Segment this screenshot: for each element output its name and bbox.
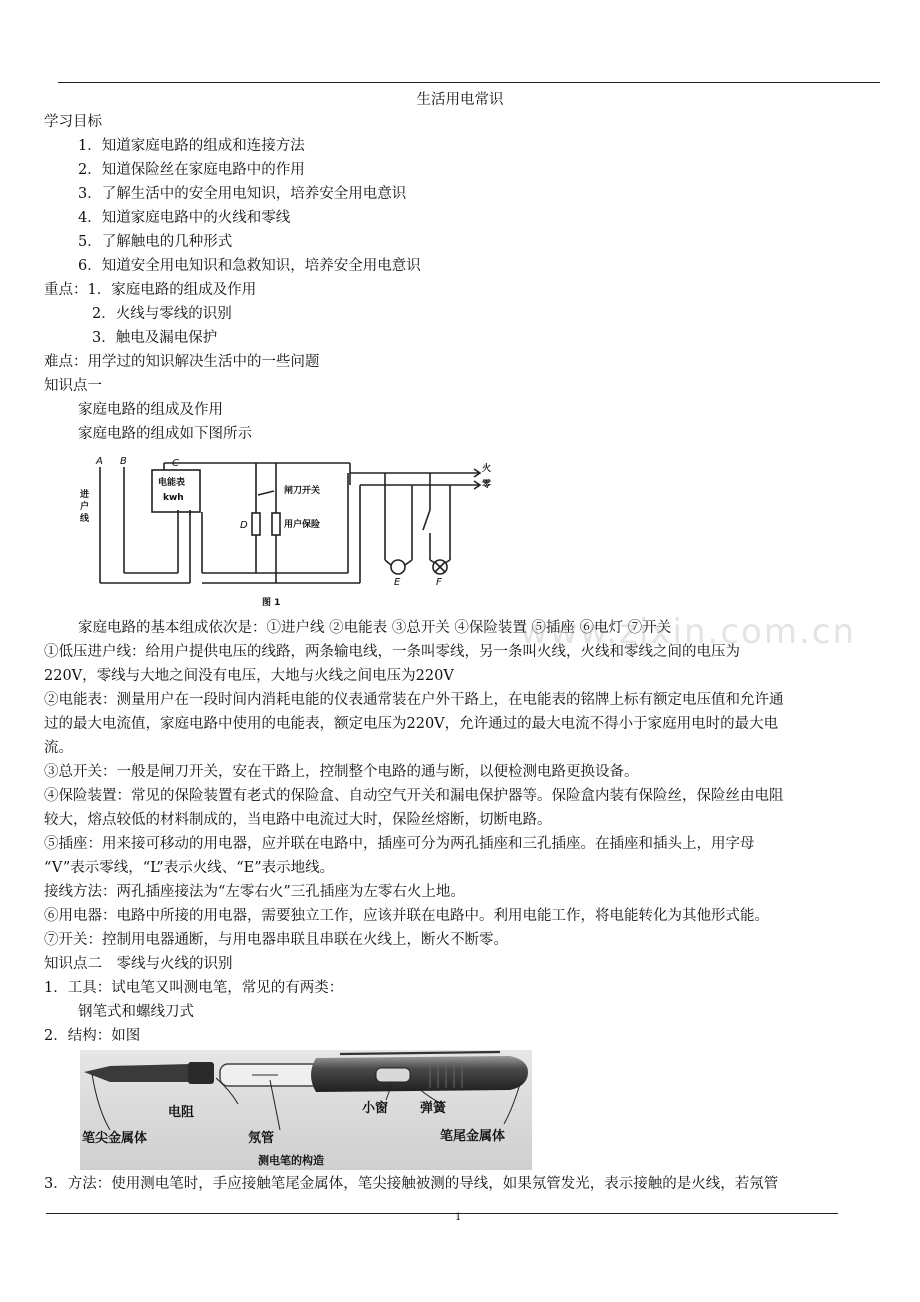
label-e: E [394,577,401,588]
text-line: 家庭电路的组成及作用 [78,402,223,418]
text-line: 知识点一 [44,378,102,394]
neon-label: 氖管 [248,1131,275,1146]
text-line: ⑤插座：用来接可移动的用电器，应并联在电路中，插座可分为两孔插座和三孔插座。在插座和插头上，用字母 [44,836,755,852]
fuse-label: 用户保险 [284,520,321,530]
text-line: 5．了解触电的几种形式 [78,234,233,250]
text-line: 过的最大电流值，家庭电路中使用的电能表，额定电压为220V，允许通过的最大电流不得小于家庭用电时的最大电 [44,716,779,732]
label-d: D [240,520,248,531]
spring-label: 弹簧 [420,1101,447,1116]
text-line: “V”表示零线，“L”表示火线、“E”表示地线。 [44,860,335,876]
household-circuit-figure [80,455,500,610]
tail-label: 笔尾金属体 [440,1129,506,1144]
text-line: 2．结构：如图 [44,1028,141,1044]
text-line: ②电能表：测量用户在一段时间内消耗电能的仪表通常装在户外干路上，在电能表的铭牌上标有额定电压值和允许通 [44,692,784,708]
watermark: www.zixin.com.cn [520,612,856,652]
text-line: 2．知道保险丝在家庭电路中的作用 [78,162,305,178]
text-line: ⑥用电器：电路中所接的用电器，需要独立工作，应该并联在电路中。利用电能工作，将电能转化为其他形式能。 [44,908,769,924]
text-line: 接线方法：两孔插座接法为“左零右火”三孔插座为左零右火上地。 [44,884,465,900]
text-line: ③总开关：一般是闸刀开关，安在干路上，控制整个电路的通与断，以便检测电路更换设备。 [44,764,639,780]
label-c: C [172,458,179,469]
text-line: 6．知道安全用电知识和急救知识，培养安全用电意识 [78,258,421,274]
text-line: 1．工具：试电笔又叫测电笔，常见的有两类： [44,980,344,996]
svg-text:线: 线 [80,514,90,524]
knife-switch-label: 闸刀开关 [284,486,321,496]
test-pen-figure [80,1050,532,1170]
header-rule [58,82,880,83]
resistor-label: 电阻 [168,1105,195,1120]
text-line: ④保险装置：常见的保险装置有老式的保险盒、自动空气开关和漏电保护器等。保险盒内装有保险丝，保险丝由电阻 [44,788,784,804]
window-label: 小窗 [362,1101,389,1116]
svg-text:进: 进 [80,490,90,500]
text-line: 钢笔式和螺线刀式 [78,1004,194,1020]
text-line: ①低压进户线：给用户提供电压的线路，两条输电线，一条叫零线，另一条叫火线，火线和零线之间的电压为 [44,644,740,660]
text-line: 家庭电路的组成如下图所示 [78,426,252,442]
text-line: 知识点二 零线与火线的识别 [44,956,233,972]
footer-rule [46,1213,838,1214]
page-number: 1 [455,1212,462,1223]
label-a: A [96,456,103,467]
live-label: 火 [482,464,492,474]
text-line: 难点：用学过的知识解决生活中的一些问题 [44,354,320,370]
page-title: 生活用电常识 [416,92,504,108]
figure1-caption: 图 1 [262,598,281,608]
meter-unit: kwh [163,493,184,503]
text-line: 3．触电及漏电保护 [92,330,218,346]
text-line: 1．知道家庭电路的组成和连接方法 [78,138,305,154]
label-b: B [120,456,127,467]
text-line: 2．火线与零线的识别 [92,306,232,322]
text-line: 重点：1．家庭电路的组成及作用 [44,282,257,298]
neutral-label: 零 [482,480,492,490]
text-line: 4．知道家庭电路中的火线和零线 [78,210,291,226]
text-line: 220V，零线与大地之间没有电压，大地与火线之间电压为220V [44,668,454,684]
text-line: 家庭电路的基本组成依次是：①进户线 ②电能表 ③总开关 ④保险装置 ⑤插座 ⑥电灯 ⑦开关 [78,620,672,636]
svg-text:户: 户 [80,502,90,512]
figure2-caption: 测电笔的构造 [258,1154,324,1167]
label-f: F [436,577,442,588]
text-line: ⑦开关：控制用电器通断，与用电器串联且串联在火线上，断火不断零。 [44,932,508,948]
text-line: 较大，熔点较低的材料制成的，当电路中电流过大时，保险丝熔断，切断电路。 [44,812,552,828]
meter-label: 电能表 [158,478,186,488]
tip-label: 笔尖金属体 [82,1131,148,1146]
text-line: 学习目标 [44,114,102,130]
text-line: 3．了解生活中的安全用电知识，培养安全用电意识 [78,186,407,202]
text-line: 流。 [44,740,73,756]
text-line: 3．方法：使用测电笔时，手应接触笔尾金属体，笔尖接触被测的导线，如果氖管发光，表示接触的是火线，若氖管 [44,1176,779,1192]
